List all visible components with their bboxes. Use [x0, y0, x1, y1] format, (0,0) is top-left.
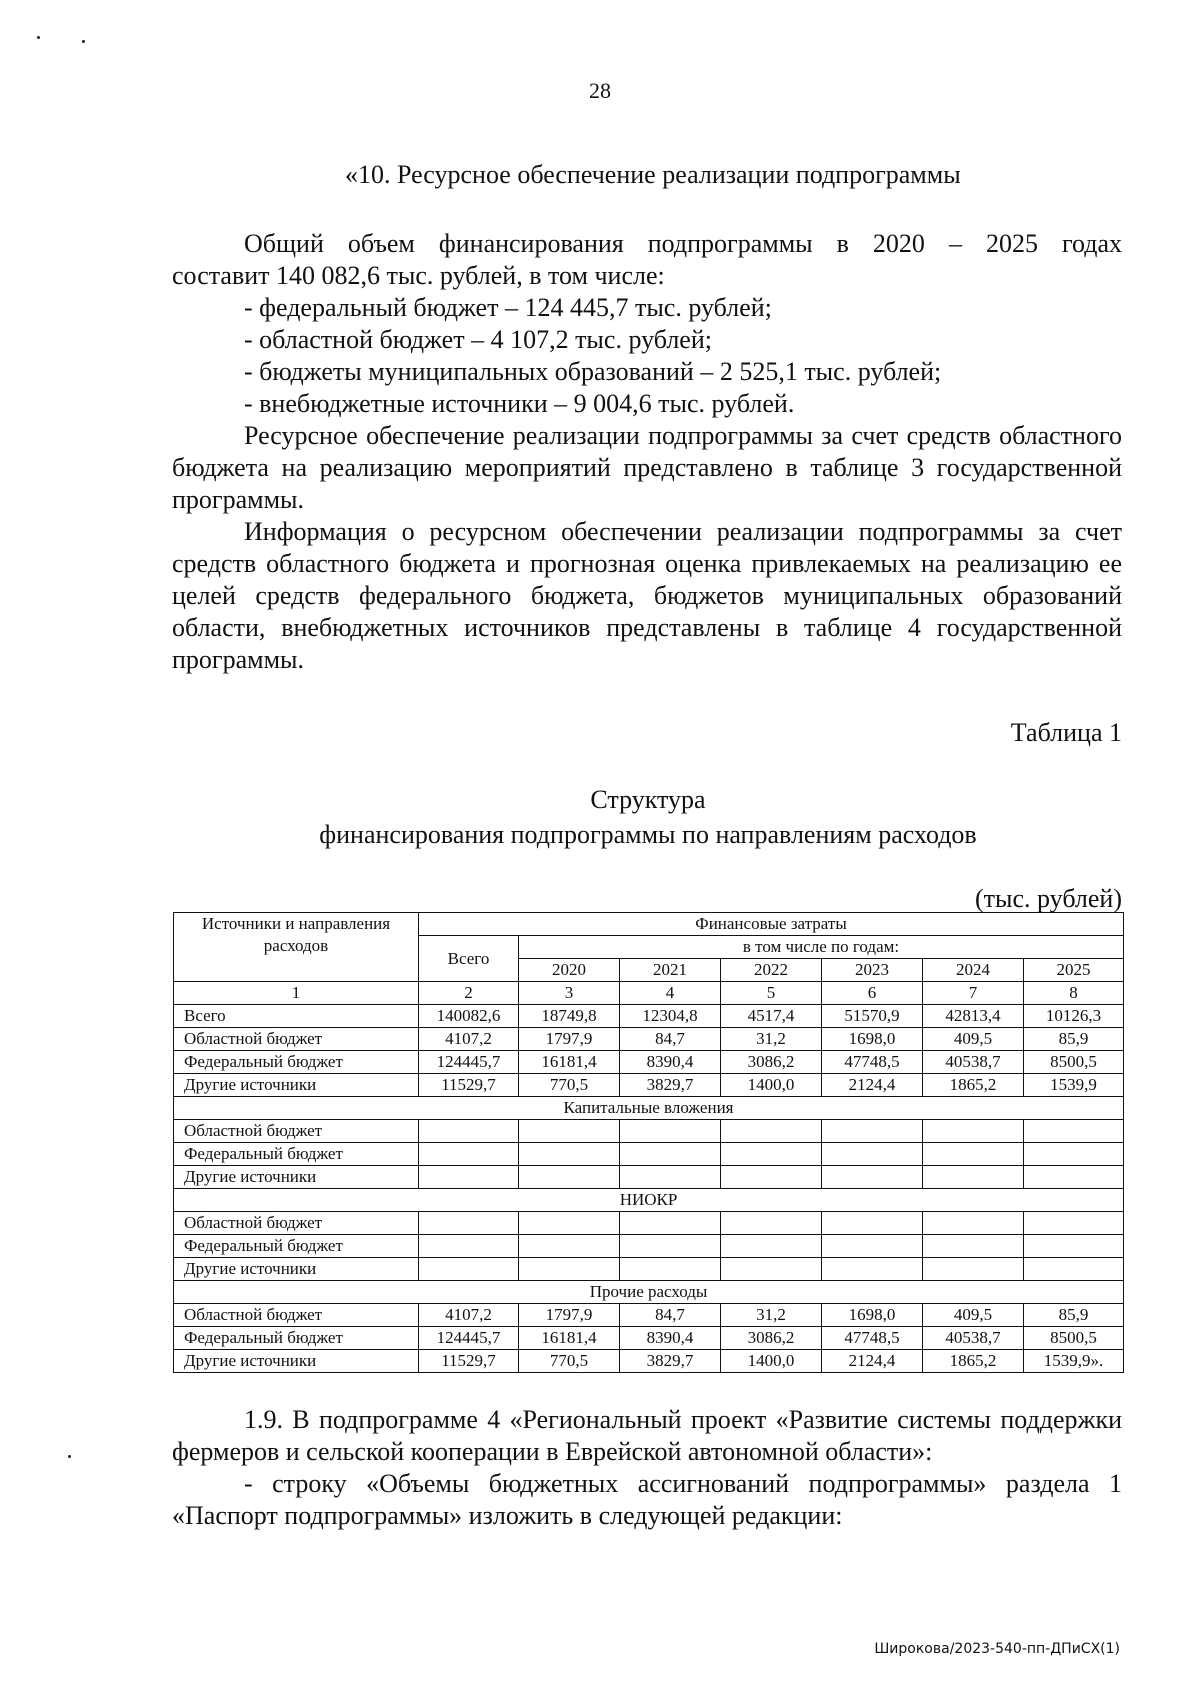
- table-cell: 51570,9: [822, 1005, 923, 1028]
- table-cell: 47748,5: [822, 1051, 923, 1074]
- row-label: Другие источники: [174, 1166, 419, 1189]
- table-cell: [519, 1258, 620, 1281]
- table-cell: 8390,4: [620, 1051, 721, 1074]
- table-cell: [419, 1143, 519, 1166]
- table-cell: [519, 1166, 620, 1189]
- table-cell: [923, 1166, 1024, 1189]
- table-cell: 31,2: [721, 1304, 822, 1327]
- table-cell: 84,7: [620, 1028, 721, 1051]
- row-label: Областной бюджет: [174, 1304, 419, 1327]
- table-cell: 1539,9».: [1024, 1350, 1124, 1373]
- table-cell: [1024, 1143, 1124, 1166]
- header-costs: Финансовые затраты: [419, 913, 1124, 936]
- page-number: 28: [589, 78, 611, 103]
- row-label: Другие источники: [174, 1350, 419, 1373]
- table-cell: 1539,9: [1024, 1074, 1124, 1097]
- table-cell: 3829,7: [620, 1074, 721, 1097]
- financing-table: [173, 912, 1124, 1373]
- table-cell: 16181,4: [519, 1051, 620, 1074]
- table-cell: 1797,9: [519, 1028, 620, 1051]
- table-cell: [419, 1120, 519, 1143]
- table-cell: [419, 1235, 519, 1258]
- table-cell: 124445,7: [419, 1327, 519, 1350]
- table-cell: [620, 1258, 721, 1281]
- table-row: [174, 1304, 1124, 1327]
- table-cell: [1024, 1166, 1124, 1189]
- column-number: 4: [620, 982, 721, 1005]
- table-header-row: [174, 913, 1124, 936]
- header-year: 2023: [822, 959, 923, 982]
- table-cell: 10126,3: [1024, 1005, 1124, 1028]
- table-cell: [923, 1235, 1024, 1258]
- list-item-federal: - федеральный бюджет – 124 445,7 тыс. рублей;: [244, 293, 772, 322]
- section-title: Капитальные вложения: [174, 1097, 1124, 1120]
- table-cell: [923, 1212, 1024, 1235]
- intro-text: [172, 228, 1122, 676]
- table-row: [174, 1350, 1124, 1373]
- row-label: Областной бюджет: [174, 1120, 419, 1143]
- unit-label: (тыс. рублей): [974, 884, 1122, 913]
- table-cell: 1698,0: [822, 1028, 923, 1051]
- header-year: 2025: [1024, 959, 1124, 982]
- table-cell: [519, 1235, 620, 1258]
- table-cell: [1024, 1120, 1124, 1143]
- table-row: [174, 1235, 1124, 1258]
- table-cell: 770,5: [519, 1350, 620, 1373]
- table-cell: 85,9: [1024, 1304, 1124, 1327]
- table-cell: [822, 1120, 923, 1143]
- table-cell: [620, 1120, 721, 1143]
- table-cell: [519, 1143, 620, 1166]
- table-cell: [923, 1120, 1024, 1143]
- column-number: 6: [822, 982, 923, 1005]
- table-cell: [620, 1235, 721, 1258]
- table-cell: 31,2: [721, 1028, 822, 1051]
- row-label: Федеральный бюджет: [174, 1051, 419, 1074]
- table-cell: 409,5: [923, 1028, 1024, 1051]
- table-cell: 12304,8: [620, 1005, 721, 1028]
- table-cell: [419, 1166, 519, 1189]
- column-number: 7: [923, 982, 1024, 1005]
- table-cell: 4107,2: [419, 1028, 519, 1051]
- table-cell: 409,5: [923, 1304, 1024, 1327]
- table-cell: [822, 1235, 923, 1258]
- table-cell: 1865,2: [923, 1074, 1024, 1097]
- column-number: 8: [1024, 982, 1124, 1005]
- table-row: [174, 1120, 1124, 1143]
- table-row: [174, 1028, 1124, 1051]
- list-item-extrabudget: - внебюджетные источники – 9 004,6 тыс. рублей.: [244, 389, 795, 418]
- table-cell: 3086,2: [721, 1051, 822, 1074]
- row-label: Областной бюджет: [174, 1212, 419, 1235]
- table-cell: 770,5: [519, 1074, 620, 1097]
- table-title: Структура: [590, 785, 706, 814]
- table-cell: [923, 1258, 1024, 1281]
- table-section-row: [174, 1097, 1124, 1120]
- table-cell: 8500,5: [1024, 1051, 1124, 1074]
- row-label: Областной бюджет: [174, 1028, 419, 1051]
- scan-speck: [37, 36, 40, 39]
- header-year: 2024: [923, 959, 1024, 982]
- table-cell: [822, 1143, 923, 1166]
- intro-paragraph-line2: составит 140 082,6 тыс. рублей, в том числе:: [172, 261, 665, 290]
- table-cell: [721, 1166, 822, 1189]
- row-label: Всего: [174, 1005, 419, 1028]
- table-row: [174, 1166, 1124, 1189]
- table-cell: [620, 1143, 721, 1166]
- section-heading: «10. Ресурсное обеспечение реализации подпрограммы: [345, 160, 961, 189]
- table-cell: 42813,4: [923, 1005, 1024, 1028]
- table-cell: 16181,4: [519, 1327, 620, 1350]
- footer-document-code: Широкова/2023-540-пп-ДПиСХ(1): [874, 1641, 1120, 1657]
- table-cell: 1797,9: [519, 1304, 620, 1327]
- header-by-years: в том числе по годам:: [519, 936, 1124, 959]
- table-cell: 124445,7: [419, 1051, 519, 1074]
- table-row: [174, 1143, 1124, 1166]
- table-row: [174, 1327, 1124, 1350]
- table-cell: [822, 1212, 923, 1235]
- table-cell: [1024, 1212, 1124, 1235]
- table-cell: 4517,4: [721, 1005, 822, 1028]
- table-subtitle: финансирования подпрограммы по направлениям расходов: [319, 820, 977, 849]
- table-cell: [721, 1212, 822, 1235]
- table-cell: 1698,0: [822, 1304, 923, 1327]
- table-cell: [822, 1258, 923, 1281]
- table-cell: 3829,7: [620, 1350, 721, 1373]
- table-cell: [923, 1143, 1024, 1166]
- table-section-row: [174, 1281, 1124, 1304]
- header-total: Всего: [419, 936, 519, 982]
- table-cell: [620, 1212, 721, 1235]
- row-label: Федеральный бюджет: [174, 1143, 419, 1166]
- table-row: [174, 1005, 1124, 1028]
- header-year: 2022: [721, 959, 822, 982]
- table-cell: [519, 1120, 620, 1143]
- table-cell: [721, 1120, 822, 1143]
- table-cell: 4107,2: [419, 1304, 519, 1327]
- resource-paragraph: Ресурсное обеспечение реализации подпрограммы за счет средств областного бюджета на реализацию мероприятий представлено в таблице 3 государственной программы.: [172, 421, 1122, 514]
- following-text: [172, 1404, 1122, 1532]
- table-cell: 8500,5: [1024, 1327, 1124, 1350]
- header-year: 2020: [519, 959, 620, 982]
- table-cell: [419, 1258, 519, 1281]
- table-cell: 140082,6: [419, 1005, 519, 1028]
- table-row: [174, 1051, 1124, 1074]
- section-title: Прочие расходы: [174, 1281, 1124, 1304]
- table-cell: 2124,4: [822, 1074, 923, 1097]
- column-number: 2: [419, 982, 519, 1005]
- table-row: [174, 1212, 1124, 1235]
- table-row: [174, 1258, 1124, 1281]
- table-cell: 85,9: [1024, 1028, 1124, 1051]
- column-number: 3: [519, 982, 620, 1005]
- table-cell: [721, 1143, 822, 1166]
- table-row: [174, 1074, 1124, 1097]
- row-label: Другие источники: [174, 1074, 419, 1097]
- information-paragraph: Информация о ресурсном обеспечении реализации подпрограммы за счет средств областного бюджета и прогнозная оценка привлекаемых на реализацию ее целей средств федерального бюджета, бюджетов муниципальных образований области, внебюджетных источников представлены в таблице 4 государственной программы.: [172, 517, 1122, 674]
- scan-speck: [68, 1455, 71, 1458]
- table-column-numbers-row: [174, 982, 1124, 1005]
- table-cell: [822, 1166, 923, 1189]
- table-cell: 47748,5: [822, 1327, 923, 1350]
- table-cell: 40538,7: [923, 1327, 1024, 1350]
- table-cell: [721, 1258, 822, 1281]
- subprogram-4-paragraph: 1.9. В подпрограмме 4 «Региональный проект «Развитие системы поддержки фермеров и сельской кооперации в Еврейской автономной области»:: [172, 1405, 1122, 1466]
- table-cell: 18749,8: [519, 1005, 620, 1028]
- amendment-paragraph: - строку «Объемы бюджетных ассигнований подпрограммы» раздела 1 «Паспорт подпрограммы» изложить в следующей редакции:: [172, 1469, 1122, 1530]
- table-caption: Таблица 1: [1010, 718, 1122, 747]
- list-item-regional: - областной бюджет – 4 107,2 тыс. рублей;: [244, 325, 712, 354]
- table-cell: [620, 1166, 721, 1189]
- table-section-row: [174, 1189, 1124, 1212]
- table-cell: [721, 1235, 822, 1258]
- row-label: Федеральный бюджет: [174, 1235, 419, 1258]
- scan-speck: [82, 40, 85, 43]
- column-number: 5: [721, 982, 822, 1005]
- column-number: 1: [174, 982, 419, 1005]
- table-cell: [519, 1212, 620, 1235]
- table-cell: [1024, 1258, 1124, 1281]
- table-cell: [1024, 1235, 1124, 1258]
- table-cell: 3086,2: [721, 1327, 822, 1350]
- row-label: Другие источники: [174, 1258, 419, 1281]
- header-source: Источники и направления расходов: [174, 913, 419, 982]
- list-item-municipal: - бюджеты муниципальных образований – 2 525,1 тыс. рублей;: [244, 357, 942, 386]
- table-cell: 2124,4: [822, 1350, 923, 1373]
- row-label: Федеральный бюджет: [174, 1327, 419, 1350]
- table-cell: [419, 1212, 519, 1235]
- table-cell: 1400,0: [721, 1350, 822, 1373]
- table-cell: 11529,7: [419, 1074, 519, 1097]
- table-cell: 8390,4: [620, 1327, 721, 1350]
- header-year: 2021: [620, 959, 721, 982]
- section-title: НИОКР: [174, 1189, 1124, 1212]
- table-cell: 1865,2: [923, 1350, 1024, 1373]
- table-cell: 11529,7: [419, 1350, 519, 1373]
- table-cell: 40538,7: [923, 1051, 1024, 1074]
- intro-paragraph-line1: Общий объем финансирования подпрограммы в 2020 – 2025 годах: [244, 229, 1122, 258]
- table-cell: 1400,0: [721, 1074, 822, 1097]
- table-cell: 84,7: [620, 1304, 721, 1327]
